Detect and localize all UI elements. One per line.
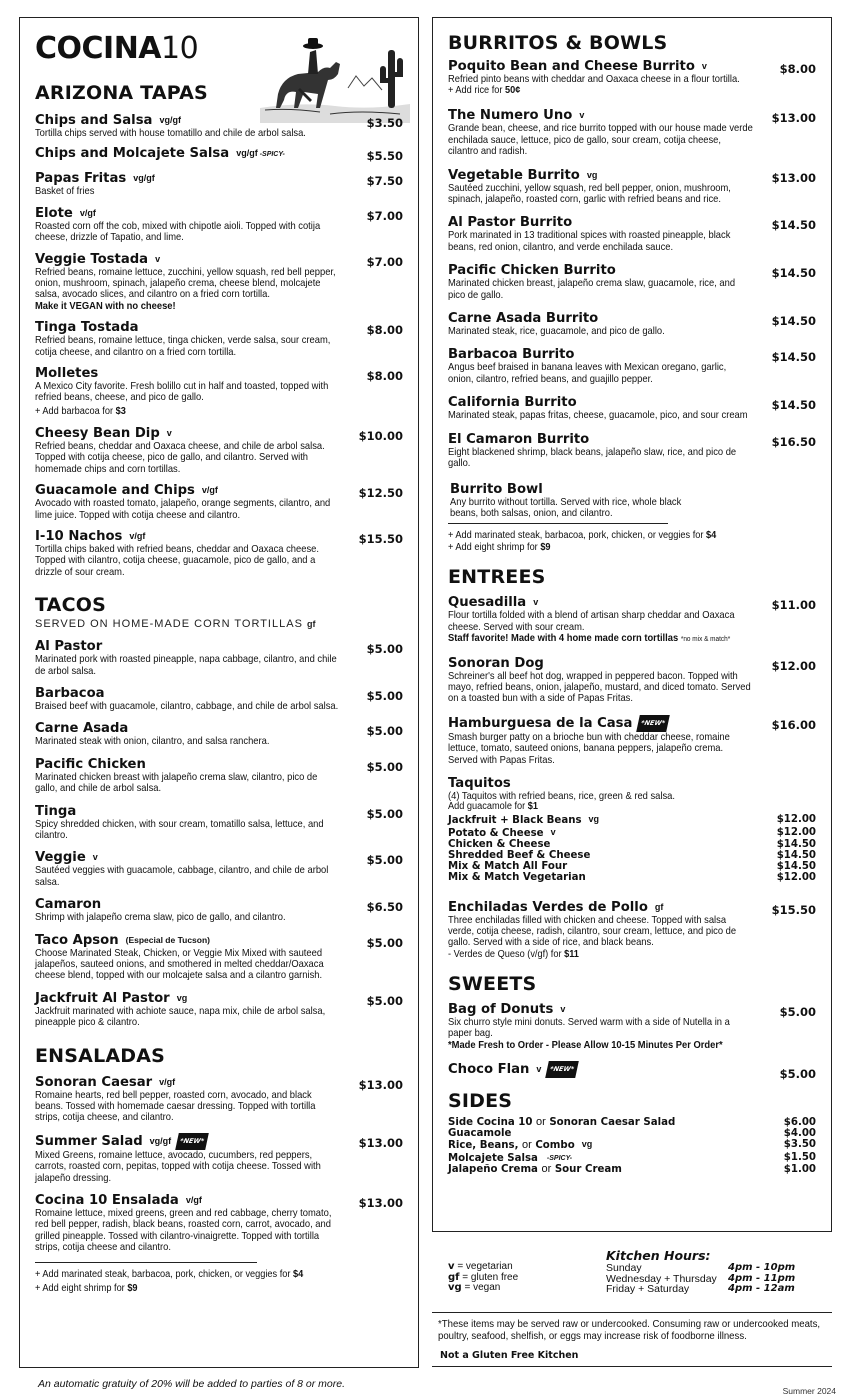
menu-item: Elote v/gf $7.00 Roasted corn off the cob, mixed with chipotle aioli. Topped with cotija cheese, drizzle of Tapatio, and lime. (35, 205, 403, 244)
menu-item: Al Pastor $5.00 Marinated pork with roasted pineapple, napa cabbage, cilantro, and chile de arbol salsa. (35, 639, 403, 677)
menu-item: Carne Asada Burrito $14.50 Marinated steak, rice, guacamole, and pico de gallo. (448, 311, 816, 338)
taquito-option: Chicken & Cheese $14.50 (448, 838, 816, 850)
side-row: Molcajete Salsa -SPICY- $1.50 (448, 1151, 816, 1164)
menu-item: Molletes $8.00 A Mexico City favorite. Fresh bolillo cut in half and toasted, topped with refried beans, cheese, and pico de gallo. + Add barbacoa for $3 (35, 366, 403, 417)
taquito-option: Mix & Match Vegetarian $12.00 (448, 872, 816, 884)
addon-line: + Add marinated steak, barbacoa, pork, chicken, or veggies for $4 (35, 1268, 304, 1280)
side-row: Guacamole $4.00 (448, 1128, 816, 1140)
kitchen-hours-times: 4pm - 10pm 4pm - 11pm 4pm - 12am (728, 1262, 796, 1294)
tapas-section-title: ARIZONA TAPAS (35, 82, 208, 104)
taquito-option: Jackfruit + Black Beans vg $12.00 (448, 814, 816, 827)
menu-item: Hamburguesa de la Casa *NEW* $16.00 Smash burger patty on a brioche bun with cheddar cheese, romaine lettuce, tomato, sauteed onions, banana peppers, jalapeño crema. Served with Papas Fritas. (448, 715, 816, 766)
menu-item: Barbacoa Burrito $14.50 Angus beef braised in banana leaves with Mexican oregano, garlic, onion, cilantro, refried beans, and guajillo pepper. (448, 347, 816, 385)
not-gluten-free-notice: Not a Gluten Free Kitchen (440, 1350, 579, 1361)
ensaladas-section-title: ENSALADAS (35, 1044, 166, 1067)
tacos-subtitle: SERVED ON HOME-MADE CORN TORTILLAS gf (35, 618, 316, 631)
sides-list (448, 1117, 816, 1175)
menu-item: Papas Fritas vg/gf $7.50 Basket of fries (35, 171, 403, 198)
menu-item: Enchiladas Verdes de Pollo gf $15.50 Three enchiladas filled with chicken and cheese. Topped with salsa verde, cotija cheese, radish, cilantro, sour cream, lettuce, and pico de gallo. Served with a side of rice, and black beans. - Verdes de Queso (v/gf) for $11 (448, 899, 816, 960)
menu-item: Summer Salad vg/gf *NEW* $13.00 Mixed Greens, romaine lettuce, avocado, cucumbers, red peppers, carrots, roasted corn, pepitas, topped with cotija cheese. Tossed with jalapeño dressing. (35, 1133, 403, 1184)
tacos-section-title: TACOS (35, 594, 106, 617)
menu-item: Veggie Tostada v $7.00 Refried beans, romaine lettuce, zucchini, yellow squash, red bell pepper, onion, mushroom, spinach, jalapeño crema, cheese blend, molcajete salsa, avocado slices, and cilantro on a fried corn tortilla. Make it VEGAN with no cheese! (35, 251, 403, 312)
divider (35, 1262, 257, 1263)
taquito-option: Mix & Match All Four $14.50 (448, 861, 816, 873)
menu-item: Tinga $5.00 Spicy shredded chicken, with sour cream, tomatillo salsa, lettuce, and cilantro. (35, 803, 403, 841)
menu-item: Carne Asada $5.00 Marinated steak with onion, cilantro, and salsa ranchera. (35, 721, 403, 748)
menu-item: Sonoran Caesar v/gf $13.00 Romaine hearts, red bell pepper, roasted corn, avocado, and black beans. Tossed with homemade caesar dressing. Topped with tortilla strips, cotija cheese, and cilantro. (35, 1074, 403, 1124)
taquito-option: Shredded Beef & Cheese $14.50 (448, 849, 816, 861)
new-badge: *NEW* (637, 715, 670, 732)
sweets-section-title: SWEETS (448, 972, 537, 995)
kitchen-hours-days: Sunday Wednesday + Thursday Friday + Saturday (606, 1262, 717, 1295)
menu-item: Poquito Bean and Cheese Burrito v $8.00 Refried pinto beans with cheddar and Oaxaca cheese in a flour tortilla. + Add rice for 50¢ (448, 59, 816, 97)
right-menu-panel (432, 17, 832, 1232)
entrees-section-title: ENTREES (448, 566, 546, 589)
menu-item: The Numero Uno v $13.00 Grande bean, cheese, and rice burrito topped with our house made verde enchilada sauce, lettuce, pico de gallo, sour cream, cotija cheese, cilantro and radish. (448, 108, 816, 158)
menu-item: Cheesy Bean Dip v $10.00 Refried beans, cheddar and Oaxaca cheese, and chile de arbol salsa. Topped with cotija cheese, pico de gallo, and cilantro. Served with homemade chips and corn tortillas. (35, 425, 403, 475)
menu-item-taquitos: Taquitos (4) Taquitos with refried beans, rice, green & red salsa. Add guacamole for $1 Jackfruit + Black Beans vg $12.00 Potato & Cheese v $12.00 Chicken & Cheese $14.50 Shredded Beef & Cheese $14.50 Mix & Match All Four $14.50 Mix & Match Vegetarian $12.00 (448, 775, 816, 884)
menu-item: Guacamole and Chips v/gf $12.50 Avocado with roasted tomato, jalapeño, orange segments, cilantro, and lime juice. Topped with cotija cheese and cilantro. (35, 483, 403, 521)
brand-logo: COCINA10 (35, 31, 199, 66)
menu-item: Quesadilla v $11.00 Flour tortilla folded with a blend of artisan sharp cheddar and Oaxaca cheese. Served with sour cream. Staff favorite! Made with 4 home made corn tortillas *no mix & match* (448, 595, 816, 645)
side-row: Jalapeño Crema or Sour Cream $1.00 (448, 1162, 816, 1175)
kitchen-hours-title: Kitchen Hours: (606, 1248, 711, 1263)
sides-section-title: SIDES (448, 1090, 513, 1113)
menu-item: Vegetable Burrito vg $13.00 Sautéed zucchini, yellow squash, red bell pepper, onion, mushroom, spinach, jalapeño, roasted corn, garlic with refried beans and rice. (448, 167, 816, 206)
left-menu-panel (19, 17, 419, 1368)
menu-item: Chips and Molcajete Salsa vg/gf -SPICY- $5.50 (35, 146, 403, 164)
disclaimer-box (432, 1312, 832, 1367)
menu-item: Sonoran Dog $12.00 Schreiner's all beef hot dog, wrapped in peppered bacon. Topped with mayo, refried beans, onion, jalapeño, mustard, and diced tomato. Served on a toasted bun with a side of Papas Fritas. (448, 655, 816, 705)
menu-item: Barbacoa $5.00 Braised beef with guacamole, cilantro, cabbage, and chile de arbol salsa. (35, 685, 403, 712)
legend-and-hours (448, 1248, 828, 1308)
new-badge: *NEW* (175, 1133, 208, 1150)
menu-item: Jackfruit Al Pastor vg $5.00 Jackfruit marinated with achiote sauce, napa mix, chile de arbol salsa, pineapple pico & cilantro. (35, 990, 403, 1029)
raw-food-disclaimer: *These items may be served raw or undercooked. Consuming raw or undercooked meats, poultry, seafood, shelfish, or eggs may increase risk of foodborne illness. (438, 1319, 821, 1342)
menu-item: I-10 Nachos v/gf $15.50 Tortilla chips baked with refried beans, cheddar and Oaxaca cheese. Topped with cilantro, cotija cheese, guacamole, pico de gallo, and a drizzle of sour cream. (35, 528, 403, 578)
side-row: Side Cocina 10 or Sonoran Caesar Salad $6.00 (448, 1116, 816, 1129)
diet-legend: v = vegetarian gf = gluten free vg = vegan (448, 1261, 519, 1293)
taquito-option: Potato & Cheese v $12.00 (448, 826, 816, 839)
menu-item: Taco Apson (Especial de Tucson) $5.00 Choose Marinated Steak, Chicken, or Veggie Mix Mixed with sauteed jalapeños, sauteed onions, and smothered in melted cheddar/Oaxaca cheese blend, topped with our molcajete salsa and a cilantro garnish. (35, 932, 403, 982)
cowboy-desert-illustration (260, 28, 410, 123)
menu-item: California Burrito $14.50 Marinated steak, papas fritas, cheese, guacamole, pico, and sour cream (448, 395, 816, 422)
season-label: Summer 2024 (782, 1386, 836, 1396)
menu-item: Chips and Salsa vg/gf $3.50 Tortilla chips served with house tomatillo and chile de arbol salsa. (35, 113, 403, 139)
divider (448, 523, 668, 524)
menu-item: Cocina 10 Ensalada v/gf $13.00 Romaine lettuce, mixed greens, green and red cabbage, cherry tomato, red bell pepper, radish, black beans, roasted corn, carrot, avocado, and grilled pineapple. Tossed with cilantro-vinaigrette. Topped with tortilla strips, cotija cheese and cilantro. (35, 1193, 403, 1254)
side-row: Rice, Beans, or Combo vg $3.50 (448, 1139, 816, 1152)
menu-item: Choco Flan v *NEW* $5.00 (448, 1062, 816, 1082)
menu-item: Bag of Donuts v $5.00 Six churro style mini donuts. Served warm with a side of Nutella in a paper bag. *Made Fresh to Order - Please Allow 10-15 Minutes Per Order* (448, 1001, 816, 1051)
menu-item: Camaron $6.50 Shrimp with jalapeño crema slaw, pico de gallo, and cilantro. (35, 897, 403, 924)
burritos-section-title: BURRITOS & BOWLS (448, 32, 668, 54)
menu-item: Burrito Bowl Any burrito without tortilla. Served with rice, whole black beans, both salsas, onion, and cilantro. (450, 481, 682, 519)
menu-item: Al Pastor Burrito $14.50 Pork marinated in 13 traditional spices with roasted pineapple, black beans, red onion, cilantro, and verde enchilada sauce. (448, 215, 816, 253)
menu-item: Pacific Chicken Burrito $14.50 Marinated chicken breast, jalapeño crema slaw, guacamole, rice, and pico de gallo. (448, 263, 816, 301)
addon-line: + Add marinated steak, barbacoa, pork, chicken, or veggies for $4 (448, 530, 717, 542)
menu-item: Pacific Chicken $5.00 Marinated chicken breast with jalapeño crema slaw, cilantro, pico de gallo, and chile de arbol salsa. (35, 756, 403, 795)
menu-item: Veggie v $5.00 Sautéed veggies with guacamole, cabbage, cilantro, and chile de arbol salsa. (35, 850, 403, 888)
new-badge: *NEW* (546, 1061, 579, 1078)
addon-line: + Add eight shrimp for $9 (448, 542, 551, 554)
menu-item: Tinga Tostada $8.00 Refried beans, romaine lettuce, tinga chicken, verde salsa, sour cream, cotija cheese, and cilantro on a fried corn tortilla. (35, 320, 403, 358)
gratuity-notice: An automatic gratuity of 20% will be added to parties of 8 or more. (38, 1378, 345, 1390)
addon-line: + Add eight shrimp for $9 (35, 1282, 138, 1294)
menu-item: El Camaron Burrito $16.50 Eight blackened shrimp, black beans, jalapeño slaw, rice, and pico de gallo. (448, 431, 816, 470)
